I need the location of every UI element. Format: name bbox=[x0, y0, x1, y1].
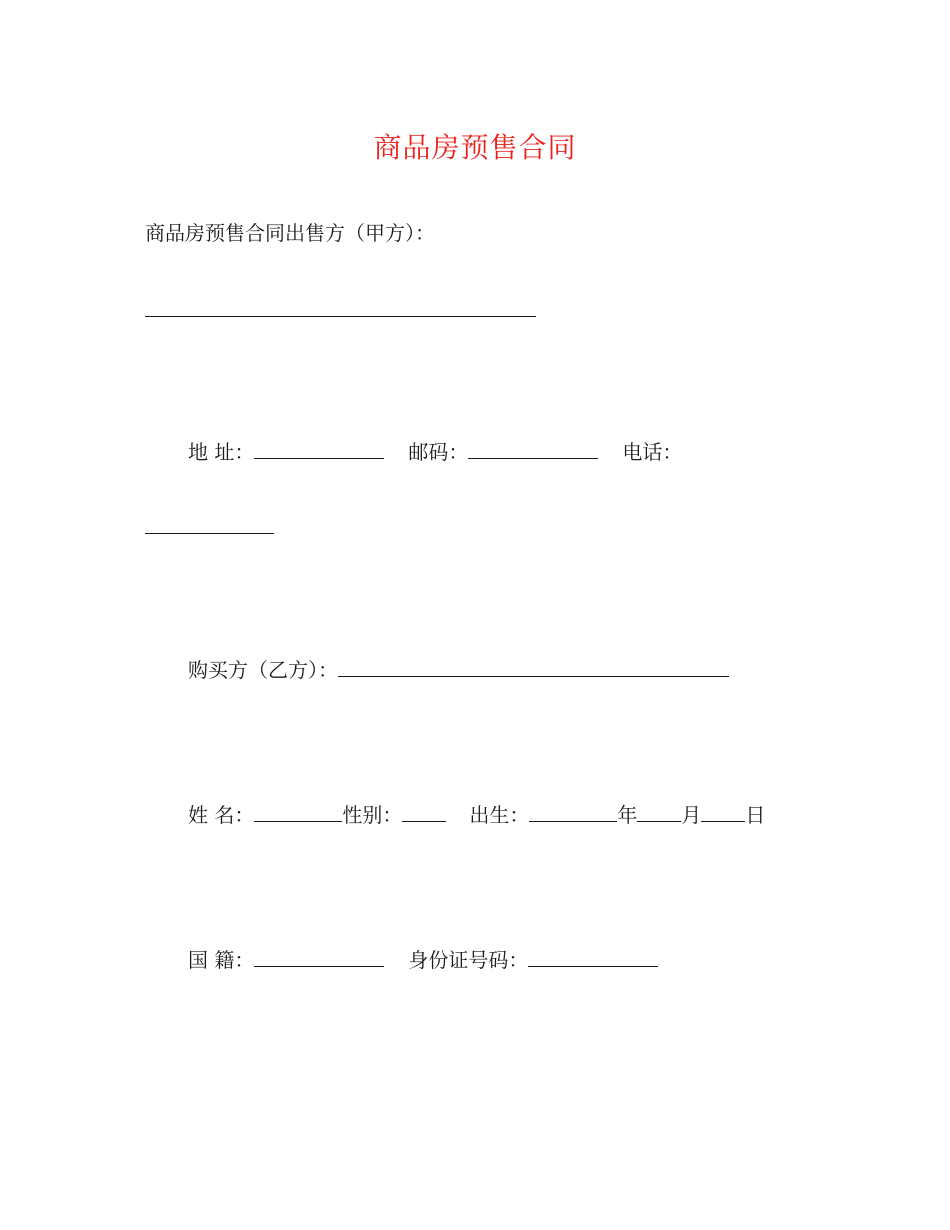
phone-label: 电话： bbox=[622, 440, 683, 464]
buyer-personal-row bbox=[188, 801, 765, 829]
phone-blank[interactable] bbox=[145, 533, 274, 534]
id-label: 身份证号码： bbox=[408, 948, 529, 972]
gender-label: 性别： bbox=[342, 803, 403, 827]
birth-day-blank[interactable] bbox=[701, 801, 745, 822]
seller-heading: 商品房预售合同出售方（甲方）： bbox=[145, 221, 435, 245]
birth-year-blank[interactable] bbox=[529, 801, 617, 822]
nationality-blank[interactable] bbox=[254, 946, 384, 967]
document-title: 商品房预售合同 bbox=[373, 131, 577, 164]
birth-label: 出生： bbox=[469, 803, 530, 827]
postcode-label: 邮码： bbox=[408, 440, 469, 464]
buyer-name-blank[interactable] bbox=[338, 656, 729, 677]
address-label: 地 址： bbox=[188, 440, 255, 464]
seller-contact-row bbox=[188, 438, 682, 466]
month-label: 月 bbox=[681, 803, 702, 827]
name-blank[interactable] bbox=[254, 801, 342, 822]
day-label: 日 bbox=[745, 803, 766, 827]
address-blank[interactable] bbox=[254, 438, 384, 459]
id-number-blank[interactable] bbox=[528, 946, 658, 967]
birth-month-blank[interactable] bbox=[637, 801, 681, 822]
seller-name-blank[interactable] bbox=[145, 316, 536, 317]
name-label: 姓 名： bbox=[188, 803, 255, 827]
postcode-blank[interactable] bbox=[468, 438, 598, 459]
nationality-label: 国 籍： bbox=[188, 948, 255, 972]
gender-blank[interactable] bbox=[402, 801, 446, 822]
buyer-heading: 购买方（乙方）： bbox=[188, 658, 338, 682]
buyer-id-row bbox=[188, 946, 658, 974]
buyer-row bbox=[188, 656, 729, 684]
year-label: 年 bbox=[617, 803, 638, 827]
